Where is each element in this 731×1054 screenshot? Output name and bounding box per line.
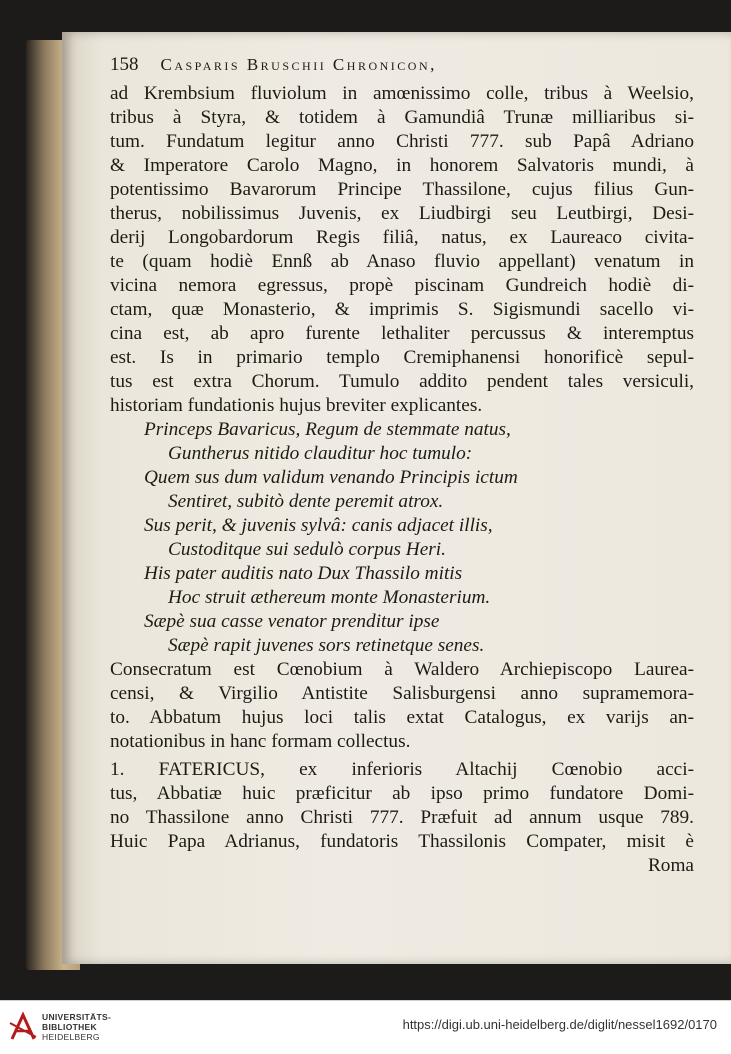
text-line: derij Longobardorum Regis filiâ, natus, ex Laureaco civita- xyxy=(110,227,694,248)
verse-line: Hoc struit æthereum monte Monasterium. xyxy=(168,587,491,608)
text-line: vicina nemora egressus, propè piscinam Gundreich hodiè di- xyxy=(110,275,694,296)
verse-line: Sæpè rapit juvenes sors retinetque senes. xyxy=(168,635,485,656)
text-line: cina est, ab apro furente lethaliter percussus & interemptus xyxy=(110,323,694,344)
catchword: Roma xyxy=(647,855,694,876)
text-line: tum. Fundatum legitur anno Christi 777. sub Papâ Adriano xyxy=(110,131,694,152)
text-line: 1. FATERICUS, ex inferioris Altachij Cœnobio acci- xyxy=(110,759,694,780)
page-number: 158 xyxy=(110,54,139,75)
text-line: Consecratum est Cœnobium à Waldero Archiepiscopo Laurea- xyxy=(110,659,694,680)
text-line: tribus à Styra, & totidem à Gamundiâ Trunæ milliaribus si- xyxy=(110,107,694,128)
library-name-line: HEIDELBERG xyxy=(42,1032,100,1042)
text-line: tus est extra Chorum. Tumulo addito pendent tales versiculi, xyxy=(110,371,694,392)
text-line: Huic Papa Adrianus, fundatoris Thassilonis Compater, misit è xyxy=(110,831,694,852)
permalink[interactable]: https://digi.ub.uni-heidelberg.de/diglit/nessel1692/0170 xyxy=(402,1017,717,1032)
verse-line: Sæpè sua casse venator prenditur ipse xyxy=(144,611,440,632)
running-title: Casparis Bruschii Chronicon, xyxy=(160,55,437,74)
text-line: & Imperatore Carolo Magno, in honorem Salvatoris mundi, à xyxy=(110,155,694,176)
university-logo-icon xyxy=(8,1011,38,1043)
verse-line: Guntherus nitido clauditur hoc tumulo: xyxy=(168,443,473,464)
library-name-line: BIBLIOTHEK xyxy=(42,1022,97,1032)
text-line: therus, nobilissimus Juvenis, ex Liudbirgi seu Leutbirgi, Desi- xyxy=(110,203,694,224)
text-line: censi, & Virgilio Antistite Salisburgensi anno supramemora- xyxy=(110,683,694,704)
verse-line: Princeps Bavaricus, Regum de stemmate natus, xyxy=(144,419,511,440)
text-line: no Thassilone anno Christi 777. Præfuit ad annum usque 789. xyxy=(110,807,694,828)
text-line: notationibus in hanc formam collectus. xyxy=(110,731,411,752)
text-line: to. Abbatum hujus loci talis extat Catalogus, ex varijs an- xyxy=(110,707,694,728)
library-name-line: UNIVERSITÄTS- xyxy=(42,1012,112,1022)
text-line: ad Krembsium fluviolum in amœnissimo colle, tribus à Weelsio, xyxy=(110,83,694,104)
library-name xyxy=(42,1012,111,1042)
text-line: tus, Abbatiæ huic præficitur ab ipso primo fundatore Domi- xyxy=(110,783,694,804)
text-line: ctam, quæ Monasterio, & imprimis S. Sigismundi sacello vi- xyxy=(110,299,694,320)
text-line: historiam fundationis hujus breviter explicantes. xyxy=(110,395,483,416)
verse-line: Quem sus dum validum venando Principis ictum xyxy=(144,467,518,488)
verse-line: His pater auditis nato Dux Thassilo mitis xyxy=(144,563,463,584)
viewer-footer xyxy=(0,1000,731,1054)
text-line: est. Is in primario templo Cremiphanensi honorificè sepul- xyxy=(110,347,694,368)
verse-line: Sentiret, subitò dente peremit atrox. xyxy=(168,491,444,512)
verse-line: Custoditque sui sedulò corpus Heri. xyxy=(168,539,446,560)
verse-line: Sus perit, & juvenis sylvâ: canis adjacet illis, xyxy=(144,515,493,536)
running-head xyxy=(110,48,694,82)
text-line: potentissimo Bavarorum Principe Thassilone, cujus filius Gun- xyxy=(110,179,694,200)
page-text xyxy=(110,48,694,878)
text-line: te (quam hodiè Ennß ab Anaso fluvio appellant) venatum in xyxy=(110,251,694,272)
